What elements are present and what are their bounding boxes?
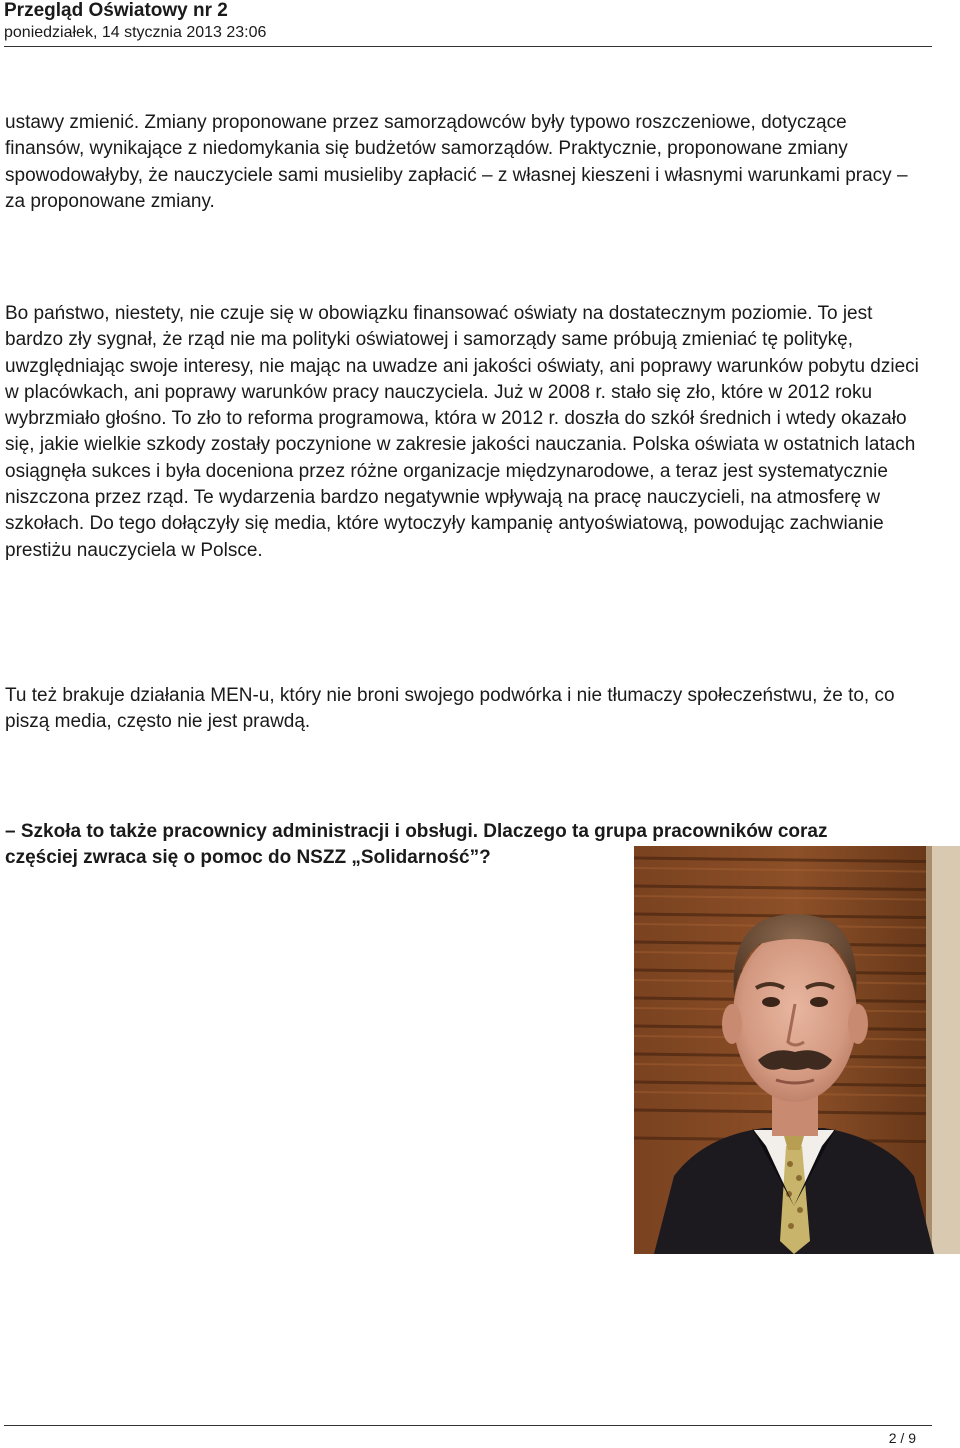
portrait-illustration	[634, 846, 960, 1254]
document-header	[4, 0, 932, 44]
body-paragraph-1: ustawy zmienić. Zmiany proponowane przez samorządowców były typowo roszczeniowe, dotyczące finansów, wynikające z niedomykania się budżetów samorządów. Praktycznie, proponowane zmiany spowodowałyby, że nauczyciele sami musieliby zapłacić – z własnej kieszeni i własnymi warunkami pracy – za proponowane zmiany.	[5, 112, 908, 212]
publication-date: poniedziałek, 14 stycznia 2013 23:06	[4, 24, 267, 41]
page-number: 2 / 9	[888, 1430, 916, 1446]
publication-title: Przegląd Oświatowy nr 2	[4, 0, 228, 21]
portrait-photo	[634, 846, 960, 1254]
body-paragraph-3: Tu też brakuje działania MEN-u, który nie broni swojego podwórka i nie tłumaczy społeczeństwu, że to, co piszą media, często nie jest prawdą.	[5, 685, 895, 733]
header-divider	[4, 46, 932, 47]
footer-divider	[4, 1425, 932, 1426]
body-paragraph-2: Bo państwo, niestety, nie czuje się w obowiązku finansować oświaty na dostatecznym poziomie. To jest bardzo zły sygnał, że rząd nie ma polityki oświatowej i samorządy same próbują zmieniać tę politykę, uwzględniając swoje interesy, nie mając na uwadze ani jakości oświaty, ani poprawy warunków pobytu dzieci w placówkach, ani poprawy warunków pracy nauczyciela. Już w 2008 r. stało się zło, które w 2012 roku wybrzmiało głośno. To zło to reforma programowa, która w 2012 r. doszła do szkół średnich i wtedy okazało się, jakie wielkie szkody zostały poczynione w zakresie jakości nauczania. Polska oświata w ostatnich latach osiągnęła sukces i była doceniona przez różne organizacje międzynarodowe, a teraz jest systematycznie niszczona przez rząd. Te wydarzenia bardzo negatywnie wpływają na pracę nauczycieli, na atmosferę w szkołach. Do tego dołączyły się media, które wytoczyły kampanię antyoświatową, powodując zachwianie prestiżu nauczyciela w Polsce.	[5, 303, 919, 561]
interview-question: – Szkoła to także pracownicy administracji i obsługi. Dlaczego ta grupa pracowników coraz częściej zwraca się o pomoc do NSZZ „Solidarność”?	[5, 821, 828, 869]
